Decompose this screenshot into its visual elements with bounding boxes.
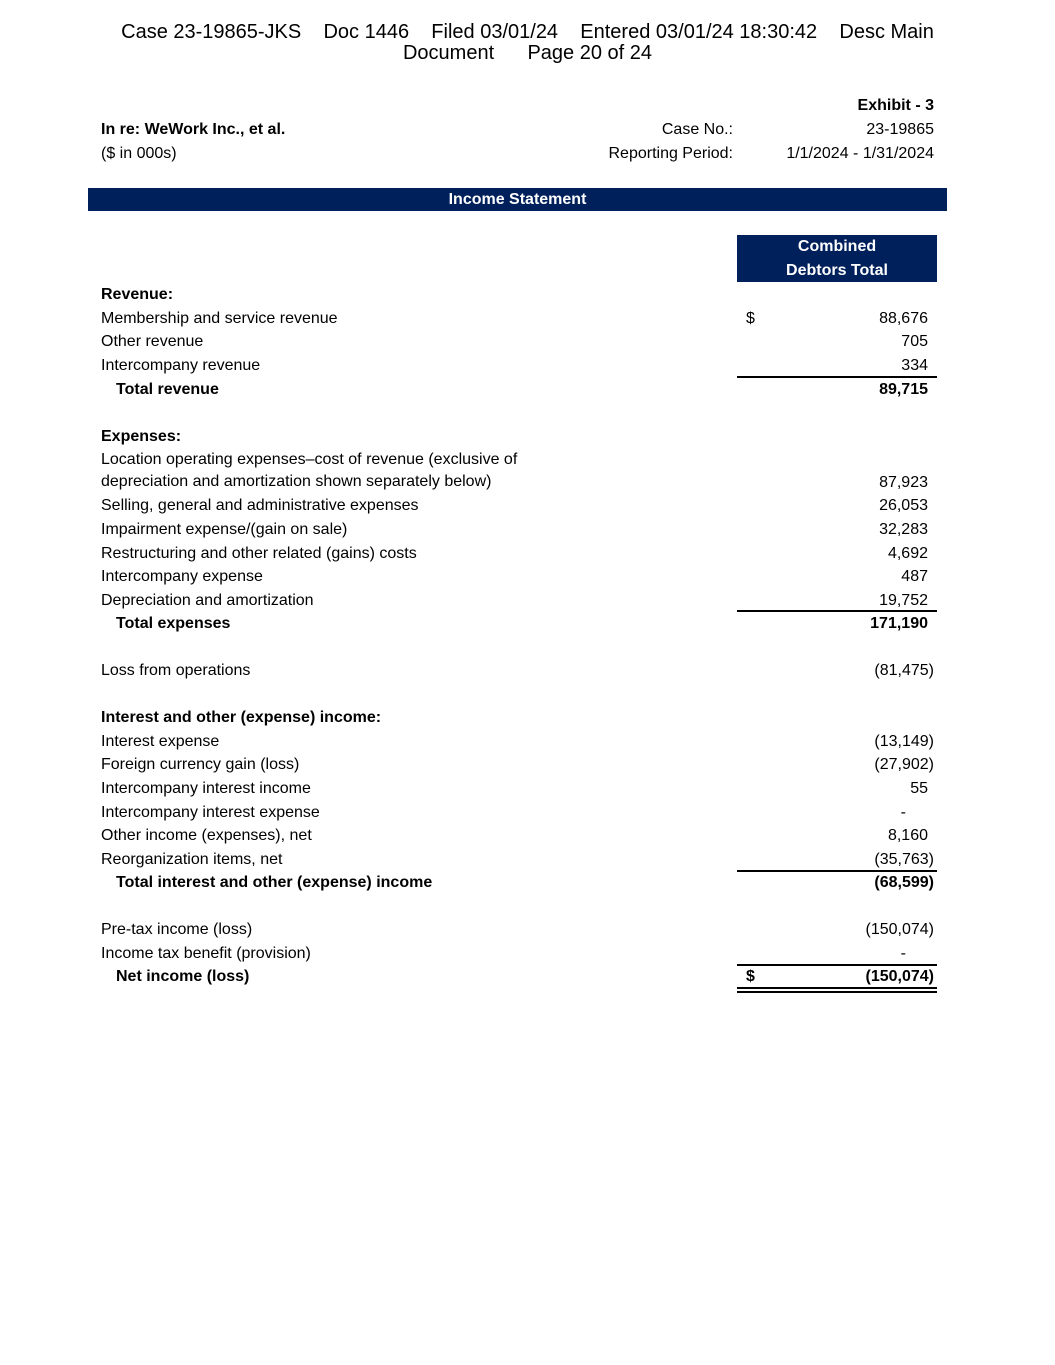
net-income-top-rule bbox=[737, 964, 937, 966]
ic-interest-income-value: 55 bbox=[910, 780, 928, 797]
other-income-label: Other income (expenses), net bbox=[101, 827, 312, 844]
intercompany-expense-label: Intercompany expense bbox=[101, 568, 263, 585]
impairment-value: 32,283 bbox=[879, 521, 928, 538]
fx-gain-loss-label: Foreign currency gain (loss) bbox=[101, 756, 300, 773]
column-header-line1: Combined bbox=[797, 238, 877, 255]
reorganization-label: Reorganization items, net bbox=[101, 851, 283, 868]
net-income-dollar-sign: $ bbox=[746, 968, 755, 985]
revenue-heading: Revenue: bbox=[101, 286, 174, 303]
interest-expense-value: (13,149) bbox=[874, 733, 934, 750]
other-revenue-value: 705 bbox=[901, 333, 928, 350]
case-no-value: 23-19865 bbox=[866, 121, 934, 138]
dollar-sign: $ bbox=[746, 310, 755, 327]
net-income-label: Net income (loss) bbox=[116, 968, 250, 985]
restructuring-value: 4,692 bbox=[887, 545, 928, 562]
membership-revenue-label: Membership and service revenue bbox=[101, 310, 338, 327]
fx-gain-loss-value: (27,902) bbox=[874, 756, 934, 773]
total-expenses-value: 171,190 bbox=[870, 615, 928, 632]
membership-revenue-value: 88,676 bbox=[879, 310, 928, 327]
net-income-double-rule-2 bbox=[737, 991, 937, 993]
loss-from-operations-label: Loss from operations bbox=[101, 662, 251, 679]
other-income-value: 8,160 bbox=[887, 827, 928, 844]
intercompany-revenue-value: 334 bbox=[901, 357, 928, 374]
sga-value: 26,053 bbox=[879, 497, 928, 514]
reporting-period-label: Reporting Period: bbox=[608, 145, 733, 162]
net-income-value: (150,074) bbox=[865, 968, 934, 985]
income-tax-value: - bbox=[900, 945, 906, 962]
pretax-label: Pre-tax income (loss) bbox=[101, 921, 253, 938]
exhibit-label: Exhibit - 3 bbox=[857, 97, 934, 114]
expenses-heading: Expenses: bbox=[101, 428, 182, 445]
interest-expense-label: Interest expense bbox=[101, 733, 220, 750]
court-header-line1: Case 23-19865-JKS Doc 1446 Filed 03/01/24 Entered 03/01/24 18:30:42 Desc Main bbox=[121, 21, 934, 43]
impairment-label: Impairment expense/(gain on sale) bbox=[101, 521, 348, 538]
income-tax-label: Income tax benefit (provision) bbox=[101, 945, 311, 962]
ic-interest-expense-value: - bbox=[900, 804, 906, 821]
depreciation-label: Depreciation and amortization bbox=[101, 592, 314, 609]
location-expenses-value: 87,923 bbox=[879, 474, 928, 491]
column-header-line2: Debtors Total bbox=[786, 261, 888, 279]
total-revenue-label: Total revenue bbox=[116, 381, 219, 398]
sga-label: Selling, general and administrative expenses bbox=[101, 497, 419, 514]
interest-other-heading: Interest and other (expense) income: bbox=[101, 709, 382, 726]
column-header bbox=[737, 235, 937, 282]
total-interest-other-value: (68,599) bbox=[874, 874, 934, 891]
loss-from-operations-value: (81,475) bbox=[874, 662, 934, 679]
ic-interest-expense-label: Intercompany interest expense bbox=[101, 804, 320, 821]
total-expenses-rule bbox=[737, 610, 937, 612]
court-header-line2: Document Page 20 of 24 bbox=[402, 42, 653, 64]
other-revenue-label: Other revenue bbox=[101, 333, 204, 350]
location-expenses-label-line1: Location operating expenses–cost of revenue (exclusive of bbox=[101, 451, 518, 468]
restructuring-label: Restructuring and other related (gains) costs bbox=[101, 545, 417, 562]
ic-interest-income-label: Intercompany interest income bbox=[101, 780, 311, 797]
reorganization-value: (35,763) bbox=[874, 851, 934, 868]
depreciation-value: 19,752 bbox=[879, 592, 928, 609]
total-interest-rule bbox=[737, 870, 937, 872]
case-no-label: Case No.: bbox=[661, 121, 733, 138]
section-title-band: Income Statement bbox=[88, 188, 947, 211]
pretax-value: (150,074) bbox=[865, 921, 934, 938]
debtor-name: In re: WeWork Inc., et al. bbox=[101, 121, 286, 138]
net-income-double-rule-1 bbox=[737, 987, 937, 989]
total-expenses-label: Total expenses bbox=[116, 615, 231, 632]
intercompany-expense-value: 487 bbox=[901, 568, 928, 585]
total-revenue-value: 89,715 bbox=[879, 381, 928, 398]
total-interest-other-label: Total interest and other (expense) income bbox=[116, 874, 433, 891]
reporting-period-value: 1/1/2024 - 1/31/2024 bbox=[786, 145, 934, 162]
location-expenses-label-line2: depreciation and amortization shown separately below) bbox=[101, 473, 492, 490]
units-note: ($ in 000s) bbox=[101, 145, 177, 162]
total-revenue-rule bbox=[737, 376, 937, 378]
intercompany-revenue-label: Intercompany revenue bbox=[101, 357, 261, 374]
